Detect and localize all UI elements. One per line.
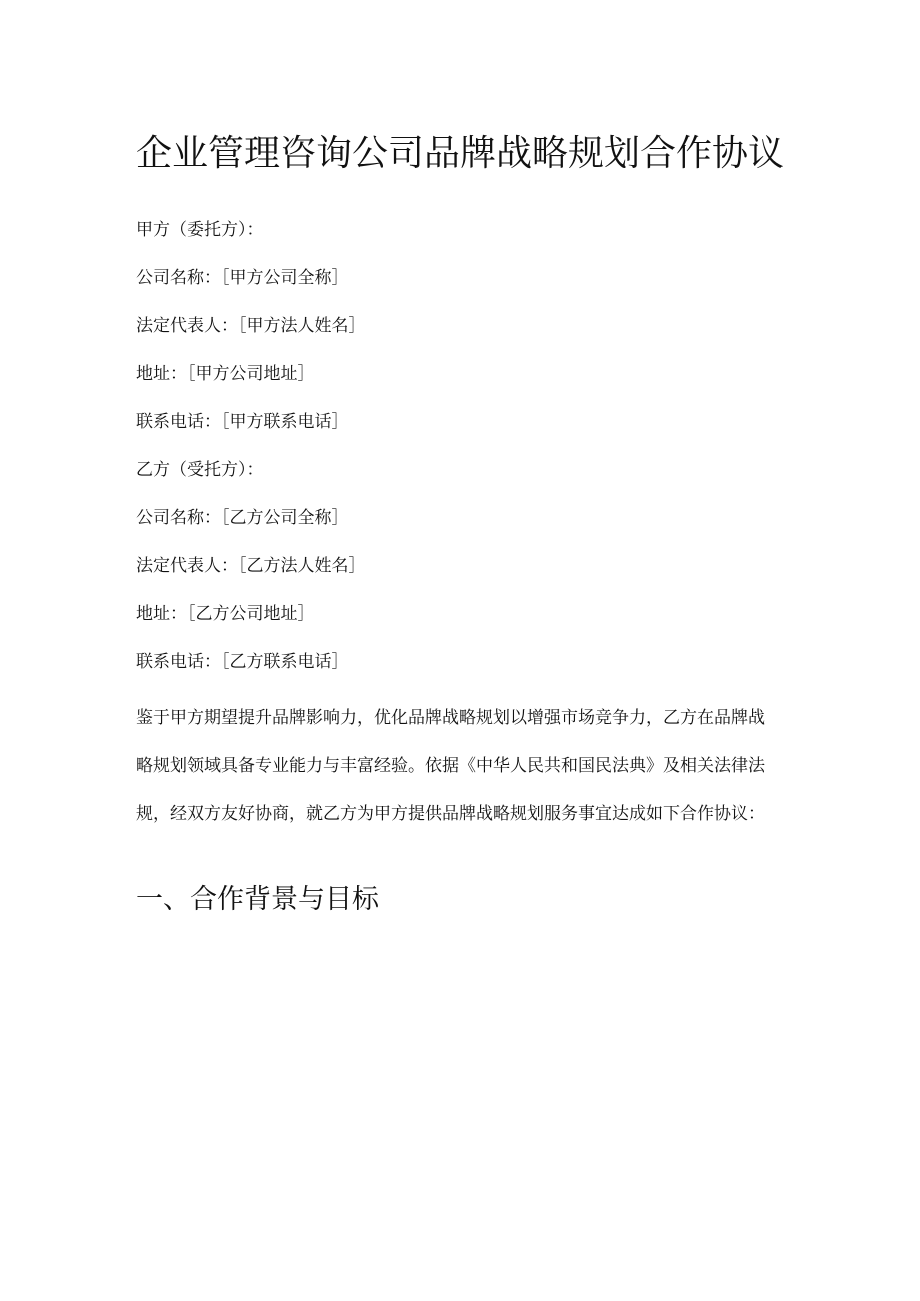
- preamble-line: 规，经双方友好协商，就乙方为甲方提供品牌战略规划服务事宜达成如下合作协议：: [136, 804, 765, 824]
- party-b-address: 地址：［乙方公司地址］: [136, 604, 315, 624]
- party-a-phone: 联系电话：［甲方联系电话］: [136, 412, 349, 432]
- party-b-company-name: 公司名称：［乙方公司全称］: [136, 508, 349, 528]
- preamble-line: 略规划领域具备专业能力与丰富经验。依据《中华人民共和国民法典》及相关法律法: [136, 756, 765, 776]
- party-a-company-name: 公司名称：［甲方公司全称］: [136, 268, 349, 288]
- party-a-heading: 甲方（委托方）：: [136, 220, 264, 240]
- preamble-line: 鉴于甲方期望提升品牌影响力，优化品牌战略规划以增强市场竞争力，乙方在品牌战: [136, 708, 765, 728]
- preamble-paragraph: [136, 694, 776, 838]
- party-b-heading: 乙方（受托方）：: [136, 460, 264, 480]
- document-title: 企业管理咨询公司品牌战略规划合作协议: [135, 133, 784, 174]
- party-a-address: 地址：［甲方公司地址］: [136, 364, 315, 384]
- party-b-legal-rep: 法定代表人：［乙方法人姓名］: [136, 556, 366, 576]
- party-b-phone: 联系电话：［乙方联系电话］: [136, 652, 349, 672]
- party-a-legal-rep: 法定代表人：［甲方法人姓名］: [136, 316, 366, 336]
- section-heading-1: 一、合作背景与目标: [136, 884, 379, 915]
